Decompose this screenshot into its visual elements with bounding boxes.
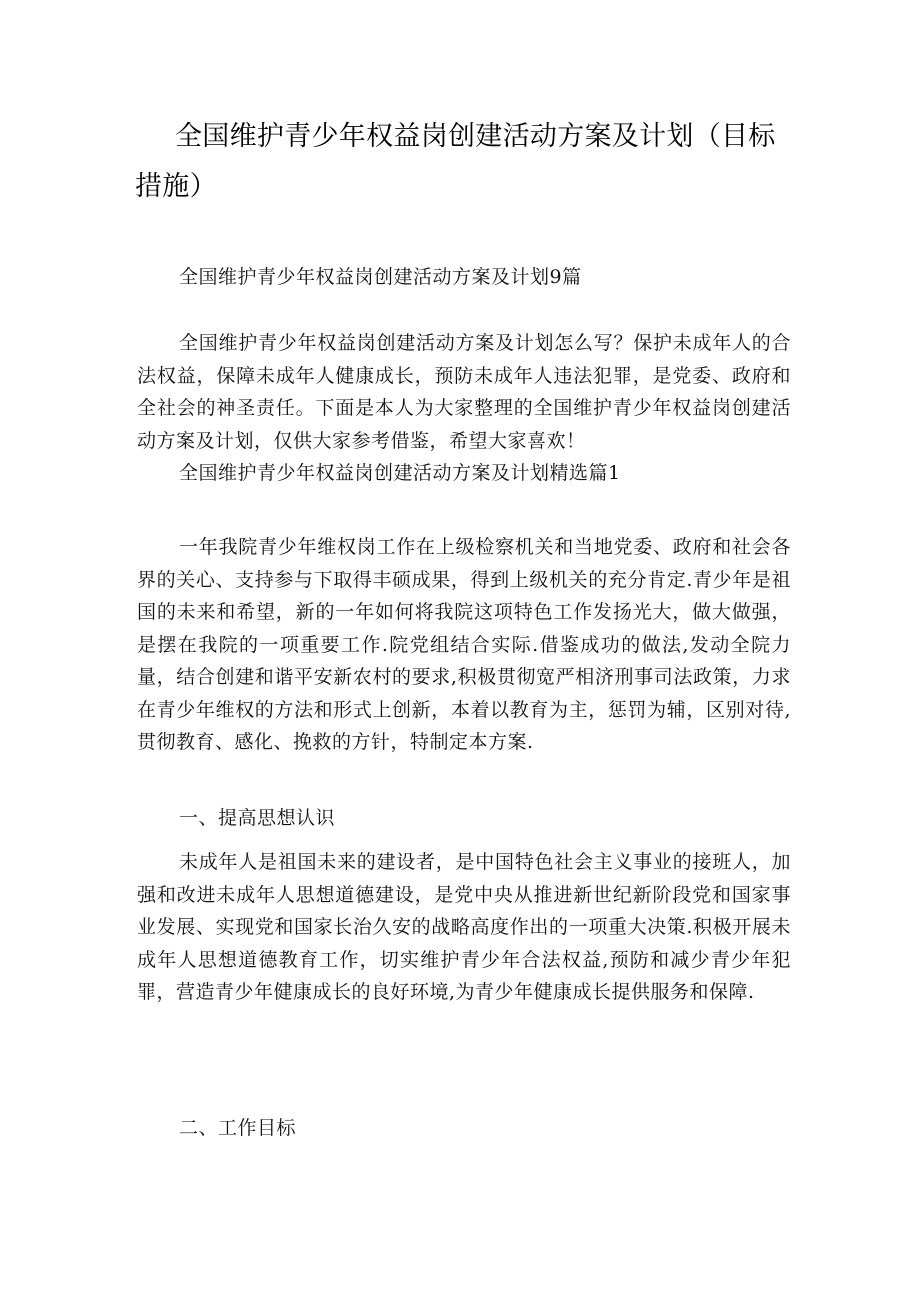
intro-paragraph: 全国维护青少年权益岗创建活动方案及计划怎么写？保护未成年人的合法权益，保障未成年人健康成长，预防未成年人违法犯罪，是党委、政府和全社会的神圣责任。下面是本人为大家整理的全国维护青少年权益岗创建活动方案及计划，仅供大家参考借鉴，希望大家喜欢！ bbox=[137, 332, 791, 452]
body-paragraph-1: 一年我院青少年维权岗工作在上级检察机关和当地党委、政府和社会各界的关心、支持参与下取得丰硕成果，得到上级机关的充分肯定.青少年是祖国的未来和希望，新的一年如何将我院这项特色工作发扬光大，做大做强，是摆在我院的一项重要工作.院党组结合实际.借鉴成功的做法,发动全院力量，结合创建和谐平安新农村的要求,积极贯彻宽严相济刑事司法政策，力求在青少年维权的方法和形式上创新，本着以教育为主，惩罚为辅，区别对待,贯彻教育、感化、挽救的方针，特制定本方案. bbox=[137, 536, 791, 753]
section-heading-1: 一、提高思想认识 bbox=[179, 807, 336, 829]
section-heading: 全国维护青少年权益岗创建活动方案及计划精选篇1 bbox=[179, 462, 621, 484]
document-title: 全国维护青少年权益岗创建活动方案及计划（目标措施） bbox=[135, 121, 776, 202]
document-subtitle: 全国维护青少年权益岗创建活动方案及计划9篇 bbox=[179, 266, 582, 288]
section-heading-2: 二、工作目标 bbox=[179, 1117, 297, 1139]
body-paragraph-2: 未成年人是祖国未来的建设者，是中国特色社会主义事业的接班人，加强和改进未成年人思想道德建设，是党中央从推进新世纪新阶段党和国家事业发展、实现党和国家长治久安的战略高度作出的一项重大决策.积极开展未成年人思想道德教育工作，切实维护青少年合法权益,预防和减少青少年犯罪，营造青少年健康成长的良好环境,为青少年健康成长提供服务和保障. bbox=[137, 851, 791, 1003]
intro-block bbox=[137, 327, 791, 490]
